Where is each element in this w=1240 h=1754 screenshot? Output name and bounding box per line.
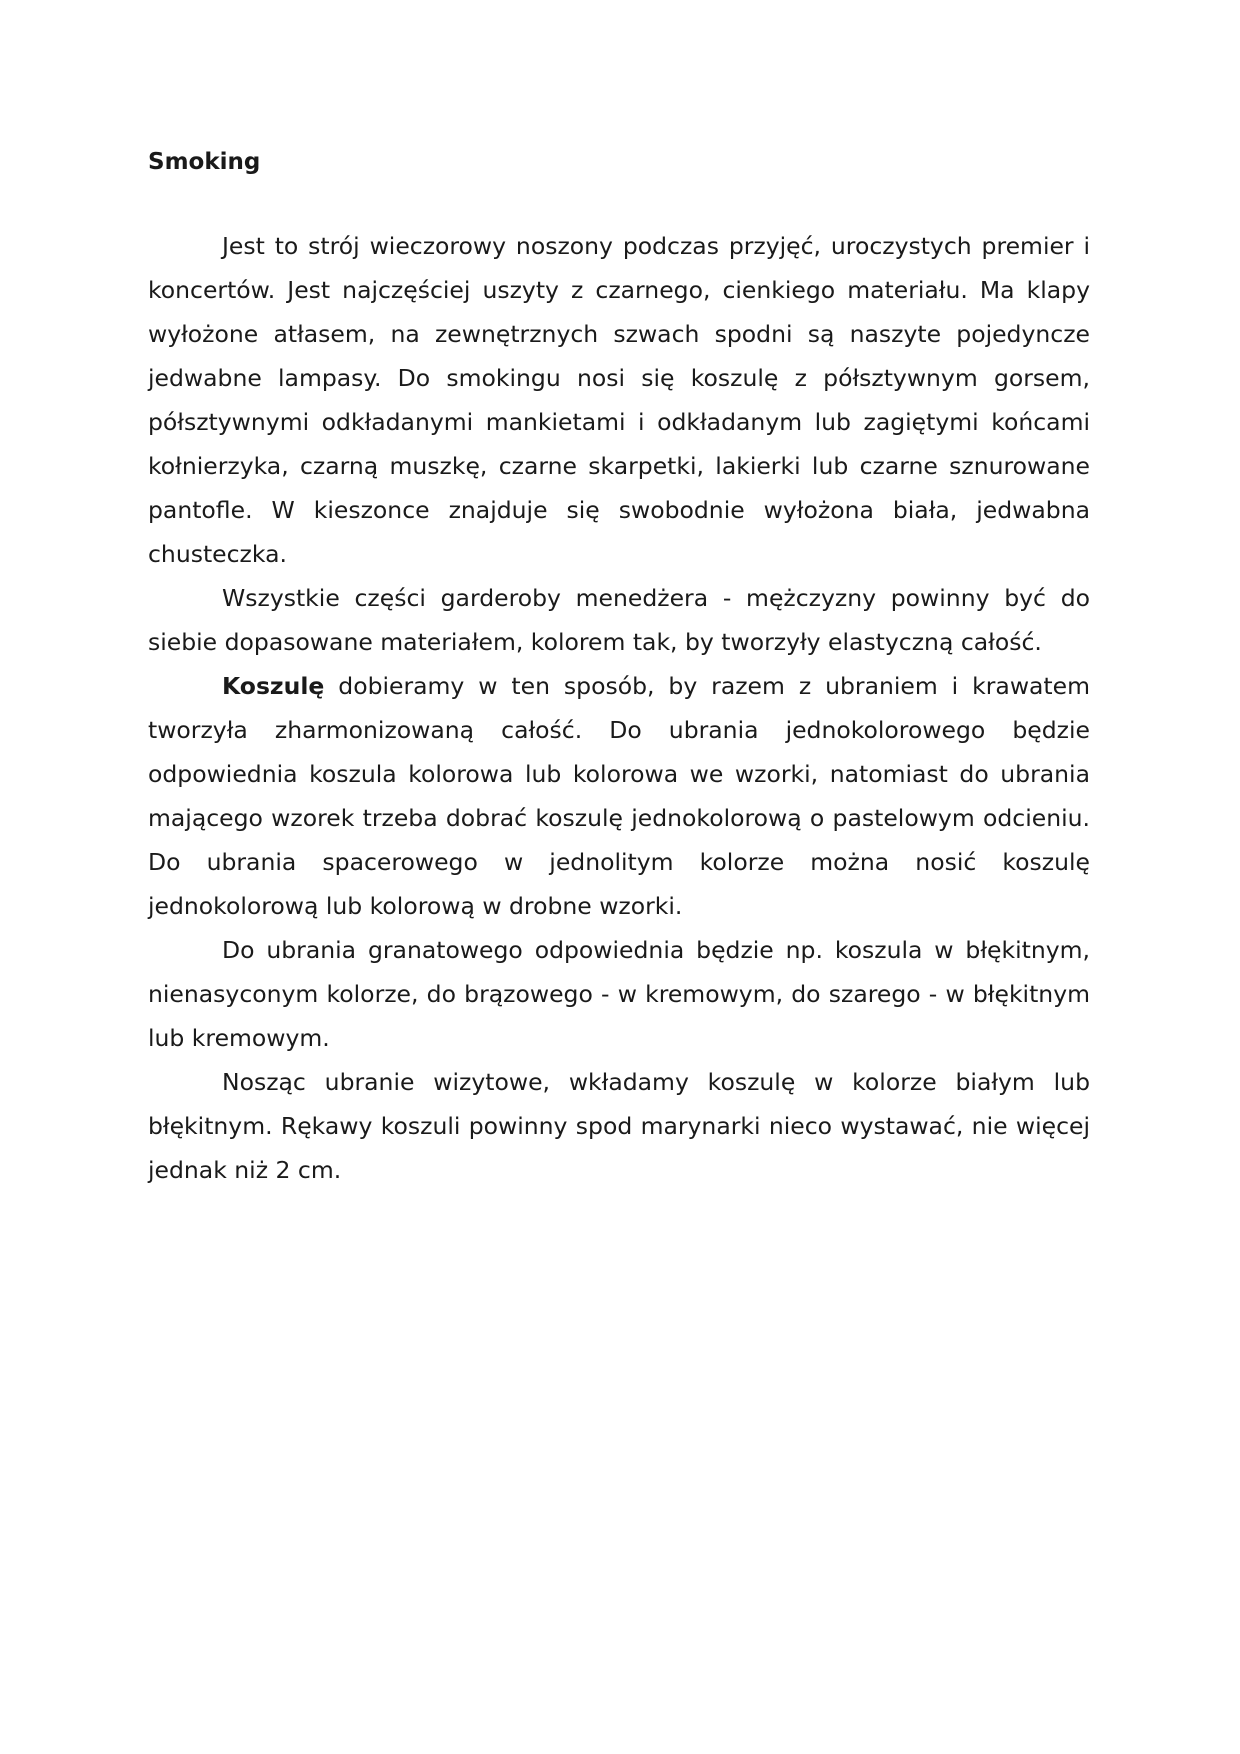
paragraph-shirt-selection <box>148 664 1090 928</box>
paragraph-text: dobieramy w ten sposób, by razem z ubraniem i krawatem tworzyła zharmonizowaną całość. Do ubrania jednokolorowego będzie odpowiednia koszula kolorowa lub kolorowa we wzorki, natomiast do ubrania mającego wzorek trzeba dobrać koszulę jednokolorową o pastelowym odcieniu. Do ubrania spacerowego w jednolitym kolorze można nosić koszulę jednokolorową lub kolorową w drobne wzorki. <box>148 672 1090 920</box>
paragraph-text: Jest to strój wieczorowy noszony podczas przyjęć, uroczystych premier i koncertów. Jest najczęściej uszyty z czarnego, cienkiego materiału. Ma klapy wyłożone atłasem, na zewnętrznych szwach spodni są naszyte pojedyncze jedwabne lampasy. Do smokingu nosi się koszulę z półsztywnym gorsem, półsztywnymi odkładanymi mankietami i odkładanym lub zagiętymi końcami kołnierzyka, czarną muszkę, czarne skarpetki, lakierki lub czarne sznurowane pantofle. W kieszonce znajduje się swobodnie wyłożona biała, jedwabna chusteczka. <box>148 232 1090 568</box>
document-page <box>148 140 1090 1192</box>
document-title: Smoking <box>148 149 261 175</box>
paragraph-suit-colors <box>148 928 1090 1060</box>
paragraph-smoking-description <box>148 224 1090 576</box>
paragraph-text: Do ubrania granatowego odpowiednia będzie np. koszula w błękitnym, nienasyconym kolorze, do brązowego - w kremowym, do szarego - w błękitnym lub kremowym. <box>148 936 1090 1052</box>
paragraph-lead-bold: Koszulę <box>222 672 325 700</box>
paragraph-formal-wear <box>148 1060 1090 1192</box>
paragraph-text: Nosząc ubranie wizytowe, wkładamy koszulę w kolorze białym lub błękitnym. Rękawy koszuli powinny spod marynarki nieco wystawać, nie więcej jednak niż 2 cm. <box>148 1068 1090 1184</box>
paragraph-text: Wszystkie części garderoby menedżera - mężczyzny powinny być do siebie dopasowane materiałem, kolorem tak, by tworzyły elastyczną całość. <box>148 584 1090 656</box>
paragraph-wardrobe-matching <box>148 576 1090 664</box>
